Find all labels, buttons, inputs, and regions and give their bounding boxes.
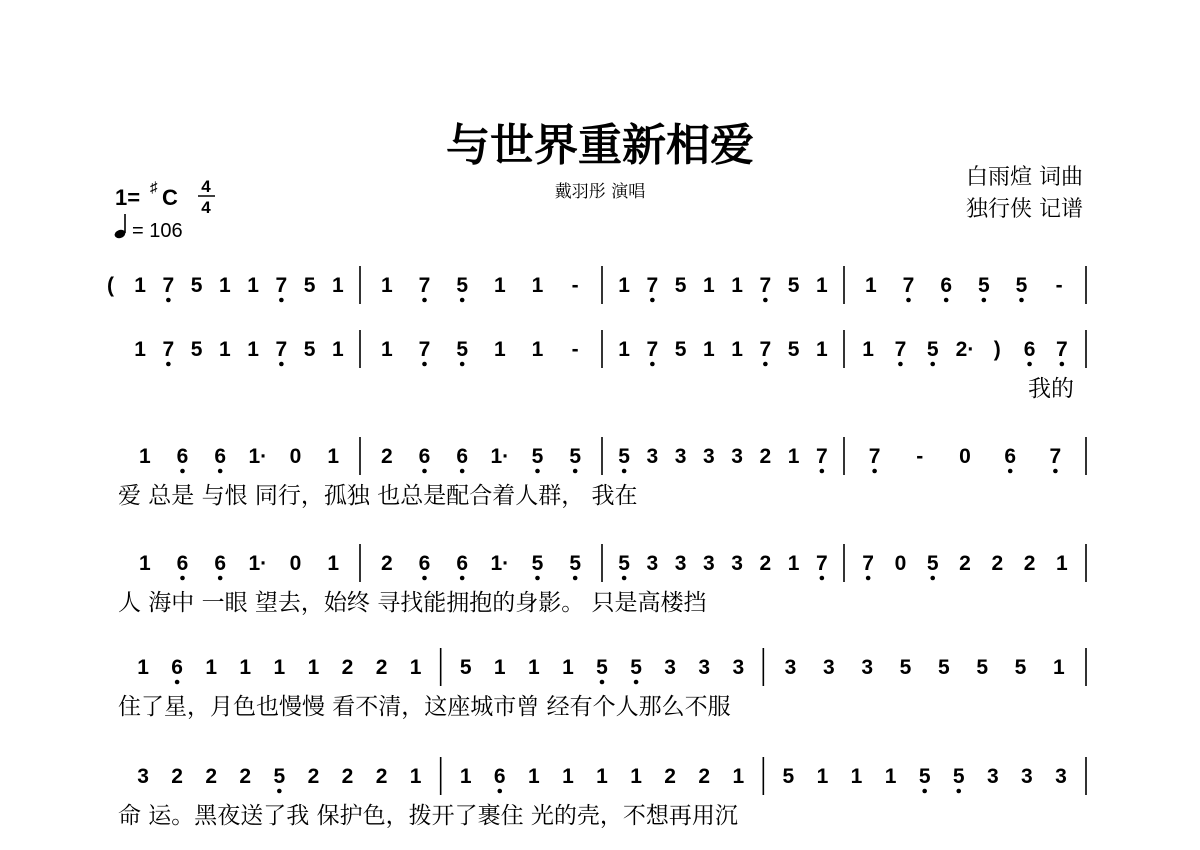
- low-octave-dot: [1053, 469, 1058, 474]
- note: 1: [219, 274, 231, 297]
- note: 0: [289, 552, 302, 575]
- note: 1: [273, 656, 286, 679]
- note: 1: [1056, 552, 1068, 575]
- note: -: [1055, 274, 1063, 297]
- note: 5: [303, 274, 316, 297]
- low-octave-dot: [166, 362, 171, 367]
- low-octave-dot: [622, 469, 627, 474]
- measure: [137, 765, 422, 793]
- note: ): [993, 338, 1001, 361]
- low-octave-dot: [922, 789, 927, 794]
- note: 7: [1056, 338, 1068, 361]
- note: 0: [959, 445, 971, 468]
- time-signature: [198, 177, 215, 217]
- low-octave-dot: [622, 576, 627, 581]
- note: 6: [456, 445, 469, 468]
- note: 6: [171, 656, 183, 679]
- note: 7: [816, 445, 828, 468]
- note: 2: [664, 765, 676, 788]
- note: 1: [137, 656, 149, 679]
- measure: [460, 656, 744, 684]
- note: 1: [562, 765, 574, 788]
- note: 7: [275, 338, 288, 361]
- low-octave-dot: [1060, 362, 1065, 367]
- note: 1: [307, 656, 320, 679]
- singer-credit: 戴羽彤 演唱: [554, 182, 646, 202]
- note: 7: [759, 274, 772, 297]
- low-octave-dot: [930, 576, 935, 581]
- low-octave-dot: [982, 298, 987, 303]
- note: 5: [569, 552, 582, 575]
- note: 1: [618, 274, 630, 297]
- note: 5: [190, 338, 203, 361]
- low-octave-dot: [1027, 362, 1032, 367]
- low-octave-dot: [422, 362, 427, 367]
- note: 7: [418, 274, 431, 297]
- low-octave-dot: [956, 789, 961, 794]
- note: 2·: [955, 338, 975, 361]
- note: 2: [375, 656, 388, 679]
- notation-row: [107, 266, 1086, 304]
- note: 2: [341, 656, 354, 679]
- note: 5: [456, 274, 469, 297]
- note: 1: [816, 765, 829, 788]
- note: 2: [239, 765, 252, 788]
- measure: [783, 765, 1067, 793]
- low-octave-dot: [460, 469, 465, 474]
- lyric-line: 住了星，月色也慢慢 看不清，这座城市曾 经有个人那么不服: [118, 694, 731, 720]
- measure: [865, 274, 1063, 302]
- note: 6: [176, 552, 189, 575]
- measure: [618, 338, 828, 366]
- note: 5: [630, 656, 642, 679]
- note: 6: [214, 552, 227, 575]
- low-octave-dot: [180, 576, 185, 581]
- note: 3: [822, 656, 835, 679]
- note: 3: [674, 445, 687, 468]
- note: 5: [190, 274, 203, 297]
- lyricist-credit: 白雨煊 词曲: [966, 165, 1083, 190]
- note: 1: [703, 274, 715, 297]
- lyric-line: 命 运。黑夜送了我 保护色，拨开了裹住 光的壳，不想再用沉: [118, 803, 738, 829]
- note: 3: [861, 656, 874, 679]
- low-octave-dot: [460, 298, 465, 303]
- low-octave-dot: [944, 298, 949, 303]
- note: 5: [952, 765, 965, 788]
- note: 1: [239, 656, 252, 679]
- note: 7: [1049, 445, 1062, 468]
- note: 3: [698, 656, 711, 679]
- note: 1: [562, 656, 574, 679]
- notation-row: [118, 757, 1086, 829]
- note: 5: [1014, 656, 1027, 679]
- note: 1: [731, 274, 743, 297]
- low-octave-dot: [930, 362, 935, 367]
- low-octave-dot: [497, 789, 502, 794]
- note: 3: [1021, 765, 1033, 788]
- measure: [862, 552, 1068, 580]
- note: 6: [940, 274, 953, 297]
- note: 5: [926, 552, 939, 575]
- low-octave-dot: [175, 680, 180, 685]
- note: 7: [862, 552, 874, 575]
- low-octave-dot: [898, 362, 903, 367]
- sharp-sign: ♯: [150, 179, 158, 196]
- note: 1: [493, 274, 506, 297]
- note: 2: [341, 765, 354, 788]
- lyric-line: 我的: [1028, 376, 1074, 402]
- note: 0: [894, 552, 907, 575]
- note: 1: [864, 274, 877, 297]
- low-octave-dot: [650, 298, 655, 303]
- low-octave-dot: [460, 362, 465, 367]
- note: 7: [759, 338, 772, 361]
- note: 1: [332, 274, 344, 297]
- note: 1: [528, 656, 540, 679]
- note: -: [571, 274, 579, 297]
- low-octave-dot: [650, 362, 655, 367]
- note: 1: [459, 765, 472, 788]
- note: 1: [409, 656, 422, 679]
- key-prefix: 1=: [115, 185, 141, 210]
- lyric-line: 人 海中 一眼 望去，始终 寻找能拥抱的身影。 只是高楼挡: [118, 590, 707, 616]
- note: 7: [868, 445, 881, 468]
- tempo-marking: [113, 214, 182, 242]
- note: 6: [176, 445, 189, 468]
- note: 5: [977, 274, 990, 297]
- low-octave-dot: [600, 680, 605, 685]
- note: 5: [273, 765, 286, 788]
- note: 7: [646, 338, 659, 361]
- note: 5: [456, 338, 469, 361]
- note: 1: [531, 274, 544, 297]
- note: 5: [976, 656, 989, 679]
- low-octave-dot: [866, 576, 871, 581]
- low-octave-dot: [872, 469, 877, 474]
- note: 5: [569, 445, 582, 468]
- low-octave-dot: [422, 576, 427, 581]
- note: 2: [1023, 552, 1036, 575]
- low-octave-dot: [763, 362, 768, 367]
- note: 1: [787, 445, 800, 468]
- note: 6: [1023, 338, 1036, 361]
- low-octave-dot: [279, 298, 284, 303]
- note: 2: [205, 765, 218, 788]
- measure: [134, 274, 344, 302]
- note: 7: [646, 274, 659, 297]
- note: 1·: [490, 445, 510, 468]
- note: 3: [703, 552, 715, 575]
- measure: [139, 552, 339, 580]
- note: 3: [732, 656, 745, 679]
- measure: [460, 765, 745, 793]
- measure: [381, 552, 581, 580]
- note: 1: [247, 274, 259, 297]
- measure: [381, 338, 579, 366]
- note: 5: [674, 338, 687, 361]
- note: 5: [918, 765, 931, 788]
- note: 7: [162, 274, 175, 297]
- note: 1: [787, 552, 800, 575]
- note: 2: [991, 552, 1004, 575]
- note: 1: [596, 765, 608, 788]
- note: 0: [289, 445, 302, 468]
- low-octave-dot: [218, 469, 223, 474]
- note: 1: [493, 338, 506, 361]
- measure: [618, 445, 827, 473]
- note: 7: [816, 552, 828, 575]
- note: 5: [787, 274, 800, 297]
- note: 2: [959, 552, 971, 575]
- note: 5: [618, 552, 630, 575]
- note: 1: [703, 338, 715, 361]
- low-octave-dot: [1008, 469, 1013, 474]
- note: 3: [731, 445, 743, 468]
- key-signature: [115, 179, 178, 210]
- measure: [134, 338, 344, 366]
- note: 7: [275, 274, 288, 297]
- measure: [137, 656, 422, 684]
- note: 1: [327, 445, 340, 468]
- low-octave-dot: [277, 789, 282, 794]
- measure: [618, 552, 827, 580]
- note: 3: [674, 552, 687, 575]
- note: 3: [137, 765, 149, 788]
- low-octave-dot: [820, 469, 825, 474]
- note: 5: [782, 765, 795, 788]
- note: 1: [219, 338, 231, 361]
- note: 3: [731, 552, 743, 575]
- note: 1: [531, 338, 544, 361]
- note: 2: [698, 765, 711, 788]
- note: 5: [618, 445, 630, 468]
- note: 1: [409, 765, 422, 788]
- low-octave-dot: [422, 469, 427, 474]
- low-octave-dot: [279, 362, 284, 367]
- measure: [862, 338, 1067, 366]
- note: 1: [618, 338, 630, 361]
- note: 1: [493, 656, 506, 679]
- note: 1: [850, 765, 863, 788]
- note: 1: [816, 274, 828, 297]
- low-octave-dot: [535, 576, 540, 581]
- note: 5: [303, 338, 316, 361]
- note: 3: [1055, 765, 1067, 788]
- note: 6: [493, 765, 506, 788]
- note: 1: [380, 274, 393, 297]
- note: 2: [375, 765, 388, 788]
- note: 1: [630, 765, 642, 788]
- measure: [618, 274, 828, 302]
- notation-rows: [107, 266, 1086, 829]
- note: 1: [732, 765, 745, 788]
- time-sig-top: 4: [201, 177, 211, 196]
- measure: [785, 656, 1065, 679]
- low-octave-dot: [422, 298, 427, 303]
- lyric-line: 爱 总是 与恨 同行，孤独 也总是配合着人群， 我在: [118, 483, 638, 509]
- low-octave-dot: [763, 298, 768, 303]
- note: 5: [459, 656, 472, 679]
- low-octave-dot: [573, 469, 578, 474]
- note: 2: [759, 552, 772, 575]
- note: 5: [899, 656, 912, 679]
- key-letter: C: [162, 185, 178, 210]
- note: 2: [171, 765, 183, 788]
- note: 1·: [248, 445, 268, 468]
- note: 5: [787, 338, 800, 361]
- note: 5: [531, 445, 544, 468]
- note: -: [571, 338, 579, 361]
- note: 1: [816, 338, 828, 361]
- note: 1·: [248, 552, 268, 575]
- note: 7: [902, 274, 915, 297]
- open-paren: (: [107, 274, 114, 297]
- note: 2: [380, 552, 393, 575]
- note: 1: [138, 445, 151, 468]
- low-octave-dot: [1019, 298, 1024, 303]
- note: 1: [205, 656, 218, 679]
- note: 1: [862, 338, 874, 361]
- note: 5: [926, 338, 939, 361]
- note: 6: [1004, 445, 1017, 468]
- note: 1: [884, 765, 897, 788]
- note: 1: [247, 338, 259, 361]
- low-octave-dot: [460, 576, 465, 581]
- note: 3: [646, 552, 659, 575]
- note: 6: [214, 445, 227, 468]
- time-sig-bottom: 4: [201, 198, 211, 217]
- transcriber-credit: 独行侠 记谱: [966, 197, 1083, 222]
- note: 3: [646, 445, 659, 468]
- low-octave-dot: [535, 469, 540, 474]
- note: 2: [759, 445, 772, 468]
- tempo-value: = 106: [132, 220, 183, 242]
- low-octave-dot: [820, 576, 825, 581]
- measure: [381, 445, 581, 473]
- measure: [139, 445, 339, 473]
- note: 1: [380, 338, 393, 361]
- note: 2: [380, 445, 393, 468]
- note: -: [916, 445, 924, 468]
- note: 1: [327, 552, 340, 575]
- note: 6: [418, 445, 431, 468]
- low-octave-dot: [218, 576, 223, 581]
- note: 5: [596, 656, 608, 679]
- low-octave-dot: [634, 680, 639, 685]
- low-octave-dot: [166, 298, 171, 303]
- note: 3: [664, 656, 676, 679]
- low-octave-dot: [180, 469, 185, 474]
- notation-row: [118, 437, 1086, 509]
- note: 2: [307, 765, 320, 788]
- note: 1·: [490, 552, 510, 575]
- note: 6: [456, 552, 469, 575]
- measure: [869, 445, 1061, 473]
- note: 6: [418, 552, 431, 575]
- note: 5: [1015, 274, 1028, 297]
- note: 1: [1052, 656, 1065, 679]
- note: 3: [784, 656, 797, 679]
- notation-row: [118, 648, 1086, 720]
- note: 3: [703, 445, 715, 468]
- note: 1: [332, 338, 344, 361]
- measure: [381, 274, 579, 302]
- low-octave-dot: [573, 576, 578, 581]
- note: 5: [937, 656, 950, 679]
- note: 1: [731, 338, 743, 361]
- note: 3: [986, 765, 999, 788]
- note: 1: [134, 338, 146, 361]
- low-octave-dot: [906, 298, 911, 303]
- note: 7: [162, 338, 175, 361]
- notation-row: [118, 544, 1086, 616]
- note: 1: [528, 765, 540, 788]
- note: 5: [674, 274, 687, 297]
- notation-row: [134, 330, 1086, 402]
- note: 7: [418, 338, 431, 361]
- song-title: 与世界重新相爱: [446, 120, 754, 171]
- note: 1: [134, 274, 146, 297]
- note: 1: [138, 552, 151, 575]
- note: 7: [894, 338, 907, 361]
- note: 5: [531, 552, 544, 575]
